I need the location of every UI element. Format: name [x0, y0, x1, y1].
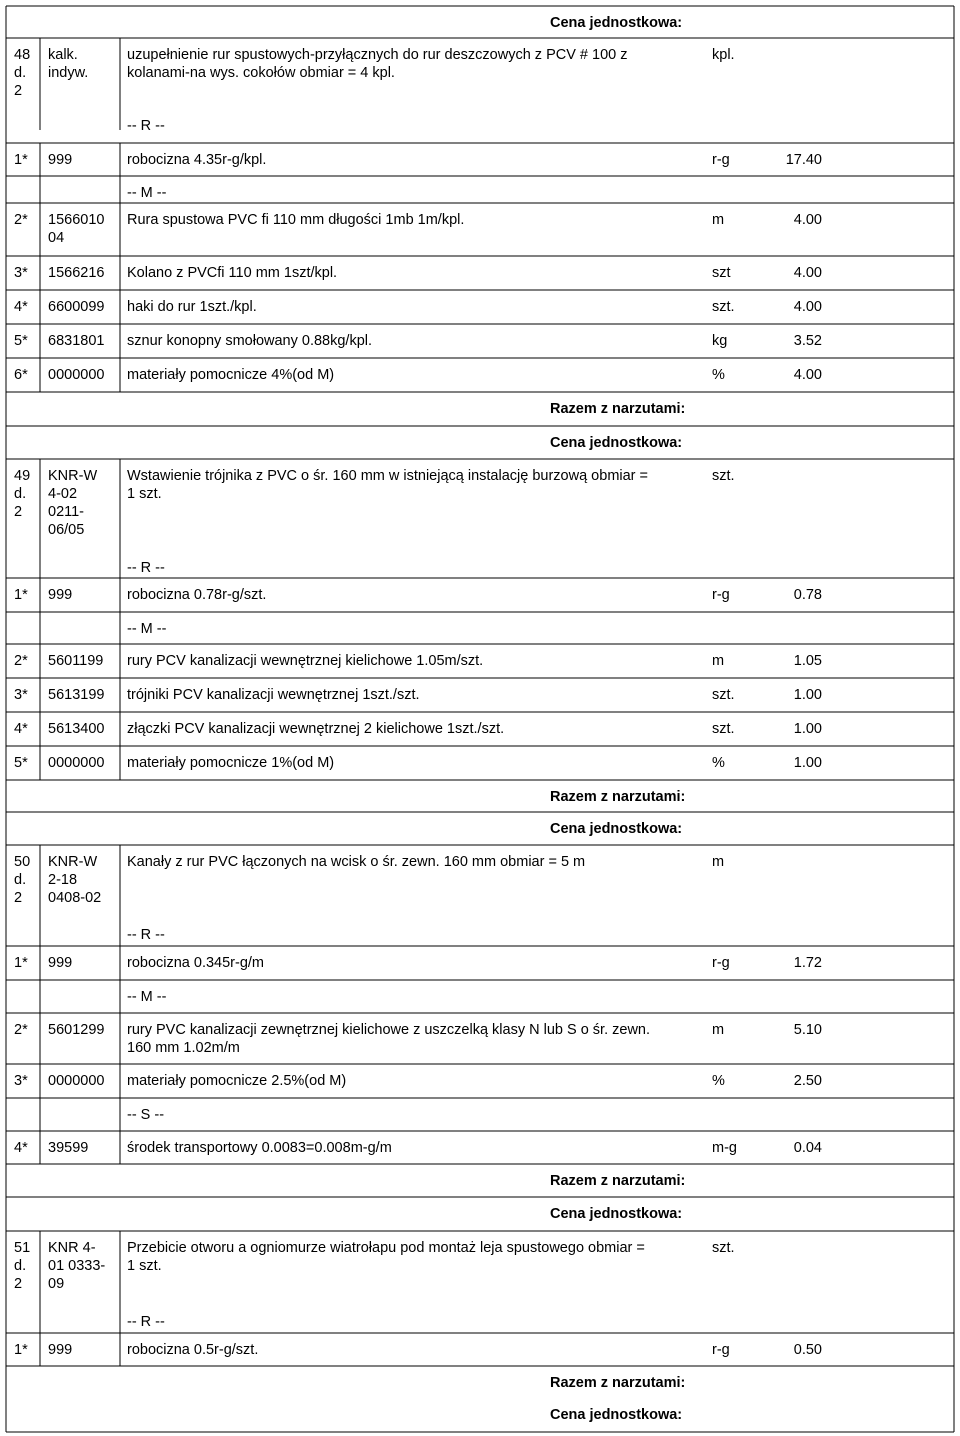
- resource-code: 999: [48, 1342, 73, 1358]
- resource-quantity: 4.00: [793, 299, 822, 315]
- resource-index: 1*: [14, 587, 28, 603]
- resource-description: robocizna 4.35r-g/kpl.: [127, 152, 267, 168]
- unit-price-label: Cena jednostkowa:: [550, 15, 683, 31]
- item-number-sub2: 2: [14, 890, 23, 906]
- item-unit: kpl.: [712, 47, 735, 63]
- resource-index: 5*: [14, 755, 28, 771]
- resource-index: 4*: [14, 721, 28, 737]
- resource-quantity: 0.04: [793, 1140, 822, 1156]
- resource-description: materiały pomocnicze 2.5%(od M): [127, 1073, 347, 1089]
- resource-quantity: 17.40: [785, 152, 822, 168]
- resource-index: 2*: [14, 653, 28, 669]
- resource-index: 6*: [14, 367, 28, 383]
- resource-description: rury PVC kanalizacji zewnętrznej kielichowe z uszczelką klasy N lub S o śr. zewn.: [127, 1022, 651, 1038]
- resource-code: 5613199: [48, 687, 105, 703]
- resource-unit: %: [712, 755, 725, 771]
- resource-unit: r-g: [712, 152, 730, 168]
- resource-unit: szt.: [712, 687, 735, 703]
- item-number-sub2: 2: [14, 83, 23, 99]
- resource-index: 3*: [14, 1073, 28, 1089]
- total-with-overhead-label: Razem z narzutami:: [550, 401, 686, 417]
- resource-code: 0000000: [48, 1073, 105, 1089]
- resource-code: 6831801: [48, 333, 105, 349]
- resource-code: 5601199: [48, 653, 104, 669]
- item-basis-line: 0408-02: [48, 890, 102, 906]
- item-basis-line: indyw.: [48, 65, 89, 81]
- item-description-line: uzupełnienie rur spustowych-przyłącznych do rur deszczowych z PCV # 100 z: [127, 47, 628, 63]
- resource-unit: r-g: [712, 955, 730, 971]
- item-description-line: Przebicie otworu a ogniomurze wiatrołapu pod montaż leja spustowego obmiar =: [127, 1240, 645, 1256]
- section-header: -- R --: [127, 927, 165, 943]
- item-basis-line: KNR-W: [48, 854, 98, 870]
- resource-quantity: 2.50: [793, 1073, 822, 1089]
- total-with-overhead-label: Razem z narzutami:: [550, 789, 686, 805]
- resource-description: robocizna 0.345r-g/m: [127, 955, 265, 971]
- resource-code: 999: [48, 152, 73, 168]
- item-description-line: Kanały z rur PVC łączonych na wcisk o śr. zewn. 160 mm obmiar = 5 m: [127, 854, 586, 870]
- resource-index: 4*: [14, 1140, 28, 1156]
- resource-index: 5*: [14, 333, 28, 349]
- section-header: -- R --: [127, 118, 165, 134]
- resource-code: 1566010: [48, 212, 105, 228]
- total-with-overhead-label: Razem z narzutami:: [550, 1173, 686, 1189]
- item-number: 49: [14, 468, 31, 484]
- resource-quantity: 4.00: [793, 265, 822, 281]
- resource-quantity: 3.52: [793, 333, 822, 349]
- resource-description: Kolano z PVCfi 110 mm 1szt/kpl.: [127, 265, 338, 281]
- resource-index: 3*: [14, 687, 28, 703]
- unit-price-label: Cena jednostkowa:: [550, 821, 683, 837]
- resource-unit: m-g: [712, 1140, 737, 1156]
- item-number: 48: [14, 47, 31, 63]
- resource-unit: m: [712, 1022, 725, 1038]
- resource-quantity: 4.00: [793, 212, 822, 228]
- resource-index: 3*: [14, 265, 28, 281]
- resource-quantity: 5.10: [793, 1022, 822, 1038]
- resource-unit: r-g: [712, 587, 730, 603]
- resource-quantity: 1.00: [793, 687, 822, 703]
- resource-description: złączki PCV kanalizacji wewnętrznej 2 kielichowe 1szt./szt.: [127, 721, 505, 737]
- resource-quantity: 1.05: [793, 653, 822, 669]
- item-basis-line: 01 0333-: [48, 1258, 106, 1274]
- resource-code-line2: 04: [48, 230, 65, 246]
- item-basis-line: 4-02: [48, 486, 78, 502]
- section-header: -- S --: [127, 1107, 165, 1123]
- resource-quantity: 1.72: [793, 955, 822, 971]
- resource-quantity: 1.00: [793, 755, 822, 771]
- item-number-sub: d.: [14, 872, 27, 888]
- resource-code: 5613400: [48, 721, 105, 737]
- resource-description: materiały pomocnicze 4%(od M): [127, 367, 335, 383]
- resource-unit: kg: [712, 333, 728, 349]
- item-basis-line: 06/05: [48, 522, 85, 538]
- unit-price-label: Cena jednostkowa:: [550, 1407, 683, 1423]
- resource-description: Rura spustowa PVC fi 110 mm długości 1mb 1m/kpl.: [127, 212, 465, 228]
- item-number-sub: d.: [14, 486, 27, 502]
- resource-unit: m: [712, 653, 725, 669]
- item-description-line: kolanami-na wys. cokołów obmiar = 4 kpl.: [127, 65, 395, 81]
- resource-description: rury PCV kanalizacji wewnętrznej kielichowe 1.05m/szt.: [127, 653, 484, 669]
- total-with-overhead-label: Razem z narzutami:: [550, 1375, 686, 1391]
- resource-code: 0000000: [48, 367, 105, 383]
- item-basis-line: 09: [48, 1276, 65, 1292]
- section-header: -- R --: [127, 560, 165, 576]
- section-header: -- M --: [127, 989, 167, 1005]
- unit-price-label: Cena jednostkowa:: [550, 1206, 683, 1222]
- resource-index: 1*: [14, 152, 28, 168]
- resource-unit: %: [712, 1073, 725, 1089]
- item-basis-line: KNR-W: [48, 468, 98, 484]
- unit-price-label: Cena jednostkowa:: [550, 435, 683, 451]
- item-basis-line: 0211-: [48, 504, 85, 520]
- resource-code: 6600099: [48, 299, 105, 315]
- resource-description: robocizna 0.78r-g/szt.: [127, 587, 267, 603]
- resource-code: 999: [48, 955, 73, 971]
- item-description-line: 1 szt.: [127, 1258, 162, 1274]
- resource-index: 1*: [14, 1342, 28, 1358]
- resource-unit: %: [712, 367, 725, 383]
- resource-quantity: 0.50: [793, 1342, 822, 1358]
- resource-index: 2*: [14, 1022, 28, 1038]
- resource-code: 39599: [48, 1140, 89, 1156]
- resource-quantity: 4.00: [793, 367, 822, 383]
- resource-index: 2*: [14, 212, 28, 228]
- item-number-sub: d.: [14, 65, 27, 81]
- resource-description: sznur konopny smołowany 0.88kg/kpl.: [127, 333, 373, 349]
- resource-unit: r-g: [712, 1342, 730, 1358]
- section-header: -- M --: [127, 621, 167, 637]
- resource-quantity: 0.78: [793, 587, 822, 603]
- resource-description: środek transportowy 0.0083=0.008m-g/m: [127, 1140, 392, 1156]
- resource-unit: m: [712, 212, 725, 228]
- item-number: 50: [14, 854, 31, 870]
- item-description-line: Wstawienie trójnika z PVC o śr. 160 mm w istniejącą instalację burzową obmiar =: [127, 468, 649, 484]
- resource-unit: szt.: [712, 721, 735, 737]
- resource-code: 999: [48, 587, 73, 603]
- resource-description-line2: 160 mm 1.02m/m: [127, 1040, 240, 1056]
- item-basis-line: kalk.: [48, 47, 78, 63]
- resource-description: robocizna 0.5r-g/szt.: [127, 1342, 259, 1358]
- section-header: -- M --: [127, 185, 167, 201]
- resource-description: haki do rur 1szt./kpl.: [127, 299, 257, 315]
- item-basis-line: 2-18: [48, 872, 78, 888]
- item-number-sub2: 2: [14, 1276, 23, 1292]
- resource-unit: szt.: [712, 299, 735, 315]
- resource-index: 4*: [14, 299, 28, 315]
- item-description-line: 1 szt.: [127, 486, 162, 502]
- resource-unit: szt: [712, 265, 731, 281]
- item-unit: szt.: [712, 1240, 735, 1256]
- resource-description: materiały pomocnicze 1%(od M): [127, 755, 335, 771]
- resource-description: trójniki PCV kanalizacji wewnętrznej 1szt./szt.: [127, 687, 420, 703]
- resource-code: 5601299: [48, 1022, 105, 1038]
- item-unit: m: [712, 854, 725, 870]
- item-number-sub2: 2: [14, 504, 23, 520]
- item-basis-line: KNR 4-: [48, 1240, 96, 1256]
- item-number-sub: d.: [14, 1258, 27, 1274]
- item-unit: szt.: [712, 468, 735, 484]
- resource-code: 0000000: [48, 755, 105, 771]
- item-number: 51: [14, 1240, 31, 1256]
- resource-quantity: 1.00: [793, 721, 822, 737]
- resource-code: 1566216: [48, 265, 105, 281]
- section-header: -- R --: [127, 1314, 165, 1330]
- resource-index: 1*: [14, 955, 28, 971]
